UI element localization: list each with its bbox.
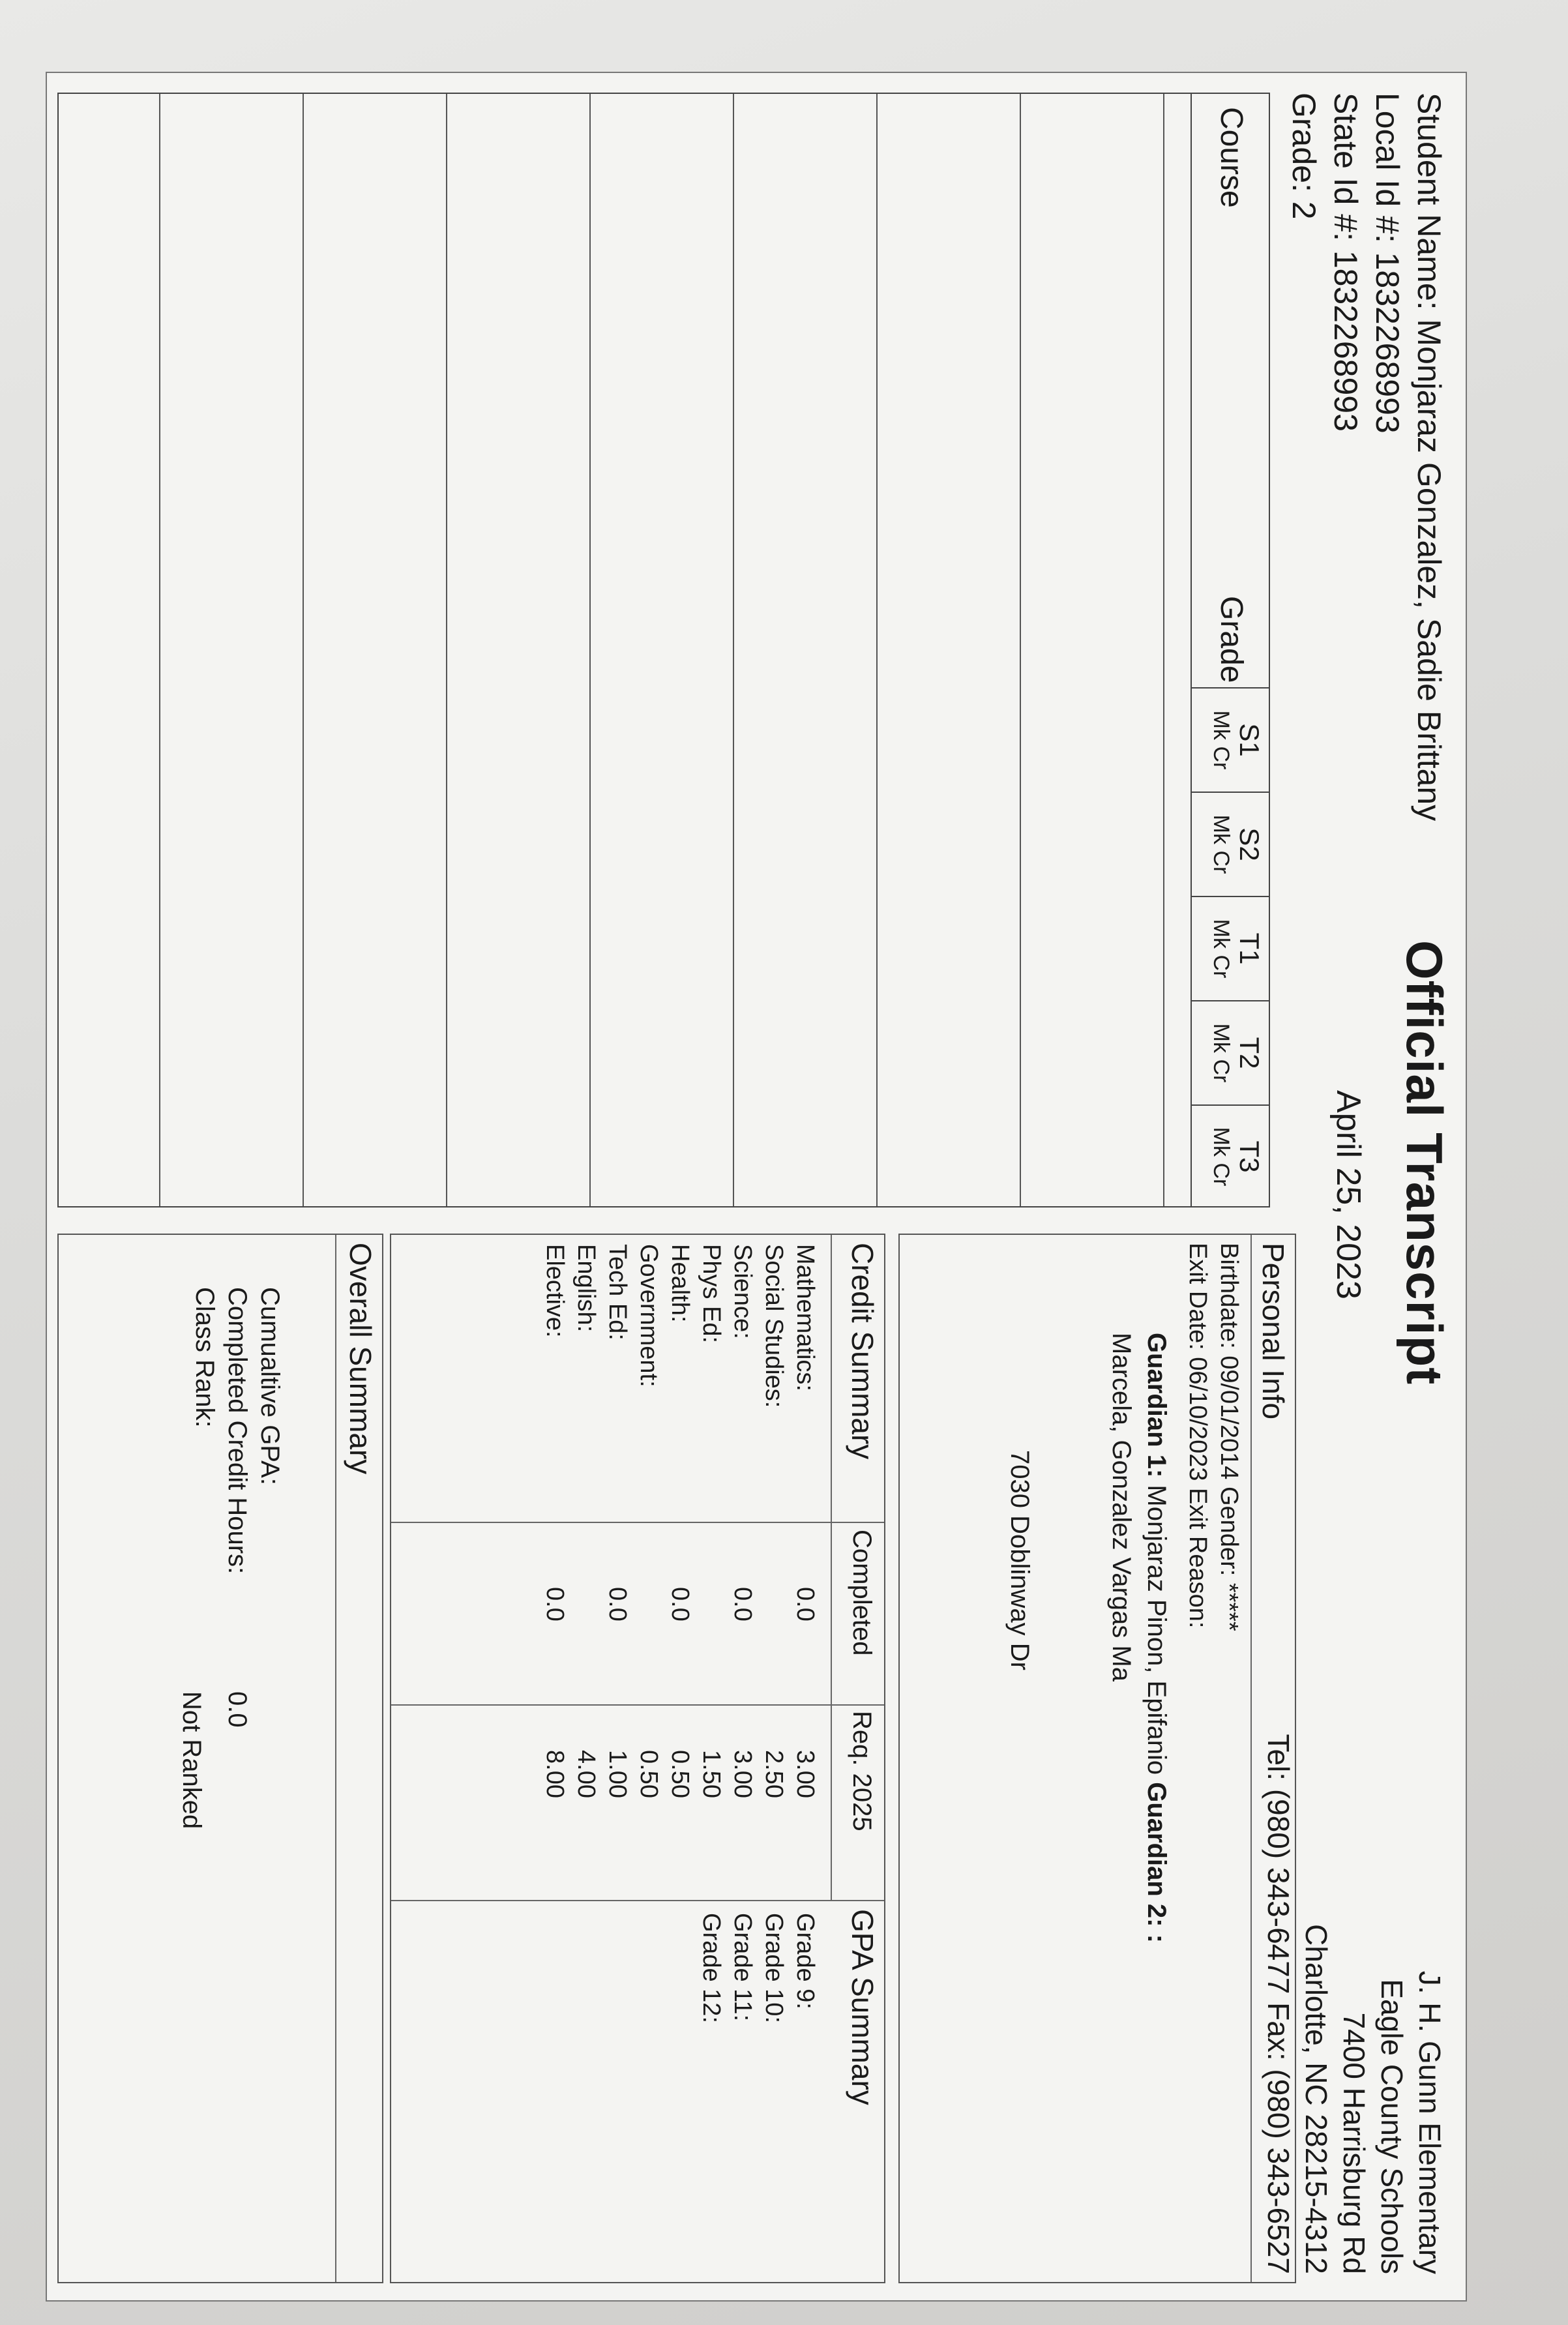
table-row-divider — [876, 94, 878, 1206]
header-t2-label: T2 — [1234, 1037, 1265, 1069]
table-row-divider — [1020, 94, 1021, 1206]
overall-summary-title: Overall Summary — [344, 1243, 377, 1475]
header-t3-mark: Mk Cr — [1209, 1127, 1234, 1187]
exit-line: Exit Date: 06/10/2023 Exit Reason: — [1184, 1243, 1211, 1629]
student-header — [1283, 93, 1450, 821]
header-t2-mark: Mk Cr — [1209, 1023, 1234, 1083]
header-grade — [1191, 589, 1269, 687]
required-tech-ed: 1.00 — [604, 1750, 631, 1798]
required-elective: 8.00 — [541, 1750, 569, 1798]
table-row-divider — [1163, 94, 1164, 1206]
gpa-grade-10: Grade 10: — [760, 1913, 788, 2023]
school-name: J. H. Gunn Elementary — [1413, 1970, 1447, 2274]
credit-hours-label: Completed Credit Hours: — [223, 1287, 252, 1575]
course-table-header — [1191, 94, 1269, 1206]
completed-title: Completed — [848, 1530, 876, 1656]
header-s1 — [1191, 687, 1269, 792]
credit-hours-value: 0.0 — [223, 1691, 252, 1728]
header-t1 — [1191, 896, 1269, 1000]
gpa-grade-12: Grade 12: — [698, 1913, 725, 2023]
divider — [1250, 1235, 1252, 2282]
divider — [391, 1522, 884, 1523]
header-s2 — [1191, 792, 1269, 896]
required-health: 0.50 — [666, 1750, 694, 1798]
header-course — [1191, 94, 1269, 589]
credit-row-tech-ed: Tech Ed: — [604, 1244, 631, 1340]
birthdate-line: Birthdate: 09/01/2014 Gender: ***** — [1215, 1243, 1243, 1631]
school-district: Eagle County Schools — [1375, 1979, 1409, 2274]
school-phone: Tel: (980) 343-6477 Fax: (980) 343-6527 — [1262, 1734, 1295, 2274]
credit-row-science: Science: — [729, 1244, 756, 1339]
credit-row-health: Health: — [666, 1244, 694, 1323]
required-social-studies: 2.50 — [760, 1750, 788, 1798]
table-row-divider — [303, 94, 304, 1206]
transcript-page — [46, 72, 1467, 2302]
divider — [391, 1704, 884, 1706]
course-table — [57, 93, 1270, 1207]
required-phys-ed: 1.50 — [698, 1750, 725, 1798]
overall-summary-panel — [57, 1234, 383, 2283]
page-title: Official Transcript — [1396, 940, 1453, 1385]
class-rank-label: Class Rank: — [190, 1287, 219, 1428]
header-t1-mark: Mk Cr — [1209, 919, 1234, 979]
divider — [335, 1235, 336, 2282]
completed-elective: 0.0 — [541, 1587, 569, 1622]
header-t2 — [1191, 1000, 1269, 1104]
header-s2-mark: Mk Cr — [1209, 814, 1234, 874]
credit-row-phys-ed: Phys Ed: — [698, 1244, 725, 1344]
gpa-grade-11: Grade 11: — [729, 1913, 756, 2022]
table-row-divider — [446, 94, 447, 1206]
required-government: 0.50 — [635, 1750, 662, 1798]
completed-mathematics: 0.0 — [791, 1587, 819, 1622]
required-mathematics: 3.00 — [791, 1750, 819, 1798]
completed-health: 0.0 — [666, 1587, 694, 1622]
class-rank-value: Not Ranked — [177, 1691, 206, 1829]
completed-science: 0.0 — [729, 1587, 756, 1622]
guardian-line-2: Marcela, Gonzalez Vargas Ma — [1107, 1333, 1136, 1682]
credit-summary-title: Credit Summary — [846, 1243, 880, 1460]
guardian2-label: Guardian 2: : — [1142, 1782, 1171, 1943]
credit-row-government: Government: — [635, 1244, 662, 1387]
table-row-divider — [159, 94, 160, 1206]
table-row-divider — [589, 94, 591, 1206]
header-s1-mark: Mk Cr — [1209, 710, 1234, 770]
student-name: Student Name: Monjaraz Gonzalez, Sadie Brittany — [1411, 93, 1447, 822]
personal-info-title: Personal Info — [1256, 1243, 1290, 1420]
completed-tech-ed: 0.0 — [604, 1587, 631, 1622]
credit-summary-panel — [390, 1234, 885, 2283]
divider — [831, 1235, 832, 1900]
divider — [391, 1900, 884, 1901]
guardian1-value: Monjaraz Pinon, Epifanio — [1142, 1485, 1171, 1775]
local-id: Local Id #: 1832268993 — [1369, 93, 1406, 434]
required-science: 3.00 — [729, 1750, 756, 1798]
credit-row-mathematics: Mathematics: — [791, 1244, 819, 1391]
cumulative-gpa-label: Cumualtive GPA: — [256, 1287, 284, 1485]
header-course-label: Course — [1214, 107, 1249, 208]
school-street: 7400 Harrisburg Rd — [1337, 2012, 1371, 2274]
header-t1-label: T1 — [1234, 932, 1265, 965]
credit-row-elective: Elective: — [541, 1244, 569, 1338]
credit-row-social-studies: Social Studies: — [760, 1244, 788, 1408]
transcript-date: April 25, 2023 — [1329, 1090, 1367, 1299]
school-city: Charlotte, NC 28215-4312 — [1299, 1924, 1333, 2274]
header-t3 — [1191, 1104, 1269, 1207]
personal-info-panel — [898, 1234, 1296, 2283]
header-grade-label: Grade — [1214, 596, 1249, 683]
table-row-divider — [733, 94, 734, 1206]
address: 7030 Doblinway Dr — [1005, 1450, 1034, 1670]
header-s1-label: S1 — [1234, 723, 1265, 757]
gpa-grade-9: Grade 9: — [791, 1913, 819, 2009]
required-title: Req. 2025 — [848, 1711, 876, 1831]
gpa-summary-title: GPA Summary — [846, 1909, 880, 2105]
guardian1-label: Guardian 1: — [1142, 1333, 1171, 1478]
required-english: 4.00 — [572, 1750, 600, 1798]
credit-row-english: English: — [572, 1244, 600, 1333]
header-t3-label: T3 — [1234, 1140, 1265, 1173]
student-grade: Grade: 2 — [1286, 93, 1322, 220]
header-s2-label: S2 — [1234, 827, 1265, 861]
state-id: State Id #: 1832268993 — [1327, 93, 1364, 432]
guardian-line — [1142, 1333, 1171, 1943]
